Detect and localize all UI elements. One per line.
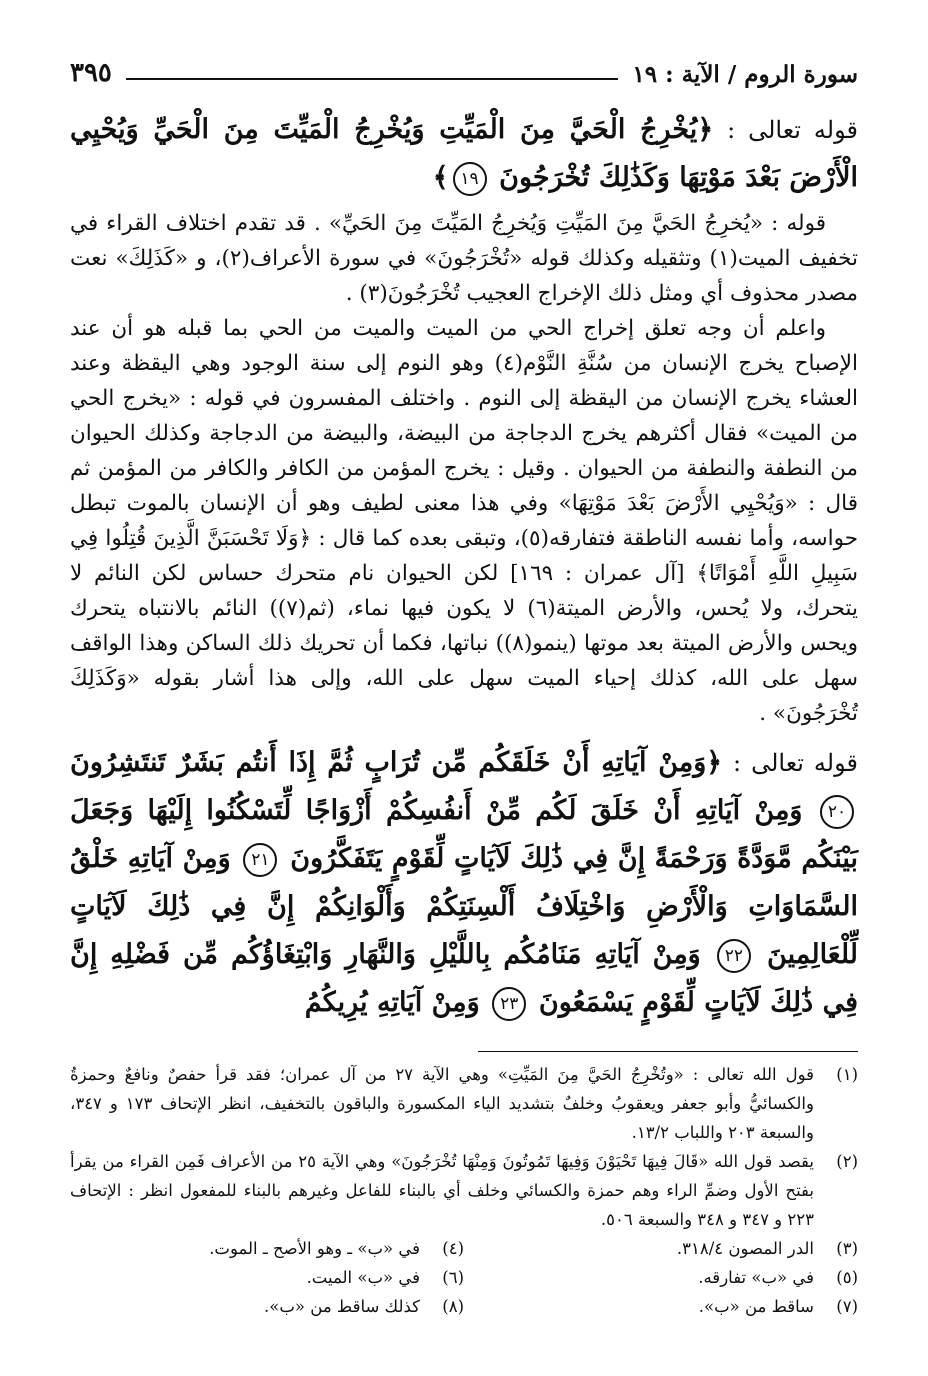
footnote-text: كذلك ساقط من «ب». bbox=[264, 1297, 420, 1316]
verse-19-block bbox=[70, 106, 858, 202]
quran-text: ﴿يُخْرِجُ الْحَيَّ مِنَ الْمَيِّتِ وَيُخْرِجُ الْمَيِّتَ مِنَ الْحَيِّ وَيُحْيِي الْأَرْضَ بَعْدَ مَوْتِهَا وَكَذَٰلِكَ تُخْرَجُونَ bbox=[70, 114, 858, 193]
short-footnotes bbox=[70, 1234, 858, 1321]
footnote-separator-wrap bbox=[70, 1031, 858, 1060]
footnote-number: (٢) bbox=[836, 1152, 858, 1171]
ayah-number-marker: ٢٣ bbox=[492, 987, 526, 1021]
footnote-text: قول الله تعالى : «وتُخْرِجُ الحَيَّ مِنَ المَيِّتِ» وهي الآية ٢٧ من آل عمران؛ فقد قرأ حفصٌ ونافعٌ وحمزةُ والكسائيُّ وأبو جعفر ويعقوبُ وخلفٌ بتشديد الياء المكسورة والباقون بالتخفيف، انظر الإتحاف ١٧٣ و ٣٤٧، والسبعة ٢٠٣ واللباب ١٣/٢. bbox=[70, 1065, 814, 1142]
footnote-3 bbox=[464, 1234, 858, 1263]
quran-text: وَمِنْ آيَاتِهِ أَنْ خَلَقَ لَكُم مِّنْ أَنفُسِكُمْ أَزْوَاجًا لِّتَسْكُنُوا إِلَيْهَا وَجَعَلَ بَيْنَكُم مَّوَدَّةً وَرَحْمَةً إِنَّ فِي ذَٰلِكَ لَآيَاتٍ لِّقَوْمٍ يَتَفَكَّرُونَ bbox=[70, 795, 859, 874]
quran-text: وَمِنْ آيَاتِهِ خَلْقُ السَّمَاوَاتِ وَالْأَرْضِ وَاخْتِلَافُ أَلْسِنَتِكُمْ وَأَلْوَانِكُمْ إِنَّ فِي ذَٰلِكَ لَآيَاتٍ لِّلْعَالِمِينَ bbox=[70, 843, 858, 970]
commentary-paragraph: واعلم أن وجه تعلق إخراج الحي من الميت والميت من الحي بما قبله هو أن عند الإصباح يخرج الإنسان من سُنَّةِ النَّوْم(٤) وهو النوم إلى سنة الوجود وهي اليقظة وعند العشاء يخرج الإنسان من اليقظة إلى النوم . واختلف المفسرون في قوله : «يخرج الحي من الميت» فقال أكثرهم يخرج الدجاجة من البيضة، والبيضة من الدجاجة وكذلك الحيوان من النطفة والنطفة من الحيوان . وقيل : يخرج المؤمن من الكافر والكافر من المؤمن ثم قال : «وَيُحْيِي الأَرْضَ بَعْدَ مَوْتِهَا» وفي هذا معنى لطيف وهو أن الإنسان بالموت تبطل حواسه، وأما نفسه الناطقة فتفارقه(٥)، وتبقى بعده كما قال : ﴿وَلَا تَحْسَبَنَّ الَّذِينَ قُتِلُوا فِي سَبِيلِ اللَّهِ أَمْوَاتًا﴾ [آل عمران : ١٦٩] لكن الحيوان نام متحرك حساس لكن النائم لا يتحرك، ولا يُحس، والأرض الميتة(٦) لا يكون فيها نماء، (ثم(٧)) النائم بالانتباه يتحرك ويحس والأرض الميتة بعد موتها (ينمو(٨)) نباتها، فكما أن تحريك ذلك الساكن وهذا الواقف سهل على الله، كذلك إحياء الميت سهل على الله، وإلى هذا أشار بقوله «وَكَذَلِكَ تُخْرَجُونَ» . bbox=[70, 316, 858, 726]
footnote-1 bbox=[70, 1060, 858, 1147]
footnote-text: ساقط من «ب». bbox=[698, 1297, 814, 1316]
verse-20-23-block bbox=[70, 739, 858, 1027]
verse-lead: قوله تعالى : bbox=[727, 116, 858, 144]
quran-text: وَمِنْ آيَاتِهِ يُرِيكُمُ bbox=[304, 987, 480, 1018]
footnote-number: (٦) bbox=[442, 1268, 464, 1287]
footnote-number: (٥) bbox=[836, 1268, 858, 1287]
footnote-6 bbox=[70, 1263, 464, 1292]
footnote-number: (١) bbox=[836, 1065, 858, 1084]
footnote-text: في «ب» ـ وهو الأصح ـ الموت. bbox=[209, 1239, 420, 1258]
page-body bbox=[70, 106, 858, 1321]
ayah-number-marker: ٢٢ bbox=[717, 939, 751, 973]
quran-close-bracket: ﴾ bbox=[432, 162, 449, 193]
verse-lead: قوله تعالى : bbox=[733, 749, 858, 777]
footnote-text: في «ب» الميت. bbox=[306, 1268, 420, 1287]
footnote-8 bbox=[70, 1292, 464, 1321]
footnote-separator bbox=[478, 1051, 858, 1052]
quran-text: وَمِنْ آيَاتِهِ مَنَامُكُم بِاللَّيْلِ وَالنَّهَارِ وَابْتِغَاؤُكُم مِّن فَضْلِهِ إِنَّ فِي ذَٰلِكَ لَآيَاتٍ لِّقَوْمٍ يَسْمَعُونَ bbox=[70, 939, 858, 1018]
footnote-number: (٤) bbox=[442, 1239, 464, 1258]
commentary-paragraph: قوله : «يُخرِجُ الحَيَّ مِنَ المَيِّتِ وَيُخرِجُ المَيِّتَ مِنَ الحَيِّ» . قد تقدم اختلاف القراء في تخفيف الميت(١) وتثقيله وكذلك قوله «تُخْرَجُونَ» في سورة الأعراف(٢)، و «كَذَلِكَ» نعت مصدر محذوف أي ومثل ذلك الإخراج العجيب تُخْرَجُونَ(٣) . bbox=[70, 211, 858, 306]
ayah-number-marker: ٢١ bbox=[243, 843, 277, 877]
ayah-number-marker: ٢٠ bbox=[820, 795, 854, 829]
footnote-number: (٧) bbox=[836, 1297, 858, 1316]
page-number: ٣٩٥ bbox=[70, 58, 112, 88]
footnote-5 bbox=[464, 1263, 858, 1292]
footnote-text: في «ب» تفارقه. bbox=[698, 1268, 814, 1287]
footnotes bbox=[70, 1060, 858, 1321]
surah-reference: سورة الروم / الآية : ١٩ bbox=[632, 61, 858, 88]
quran-text: ﴿وَمِنْ آيَاتِهِ أَنْ خَلَقَكُم مِّن تُرَابٍ ثُمَّ إِذَا أَنتُم بَشَرٌ تَنتَشِرُونَ bbox=[70, 747, 723, 778]
running-header bbox=[70, 48, 858, 88]
header-rule bbox=[126, 78, 618, 80]
footnote-text: يقصد قول الله «قَالَ فِيهَا تَحْيَوْنَ وَفِيهَا تَمُوتُونَ وَمِنْهَا تُخْرَجُونَ» وهي الآية ٢٥ من الأعراف فَمِن القراء من يقرأ بفتح الأول وضمِّ الراء وهم حمزة والكسائي وخلف أي بالبناء للفاعل وغيرهم بالبناء للمفعول انظر : الإتحاف ٢٢٣ و ٣٤٧ و ٣٤٨ والسبعة ٥٠٦. bbox=[70, 1152, 814, 1229]
footnote-number: (٣) bbox=[836, 1239, 858, 1258]
footnote-text: الدر المصون ٣١٨/٤. bbox=[676, 1239, 814, 1258]
footnote-7 bbox=[464, 1292, 858, 1321]
footnote-2 bbox=[70, 1147, 858, 1234]
footnote-number: (٨) bbox=[442, 1297, 464, 1316]
ayah-number-marker: ١٩ bbox=[453, 162, 487, 196]
footnote-4 bbox=[70, 1234, 464, 1263]
